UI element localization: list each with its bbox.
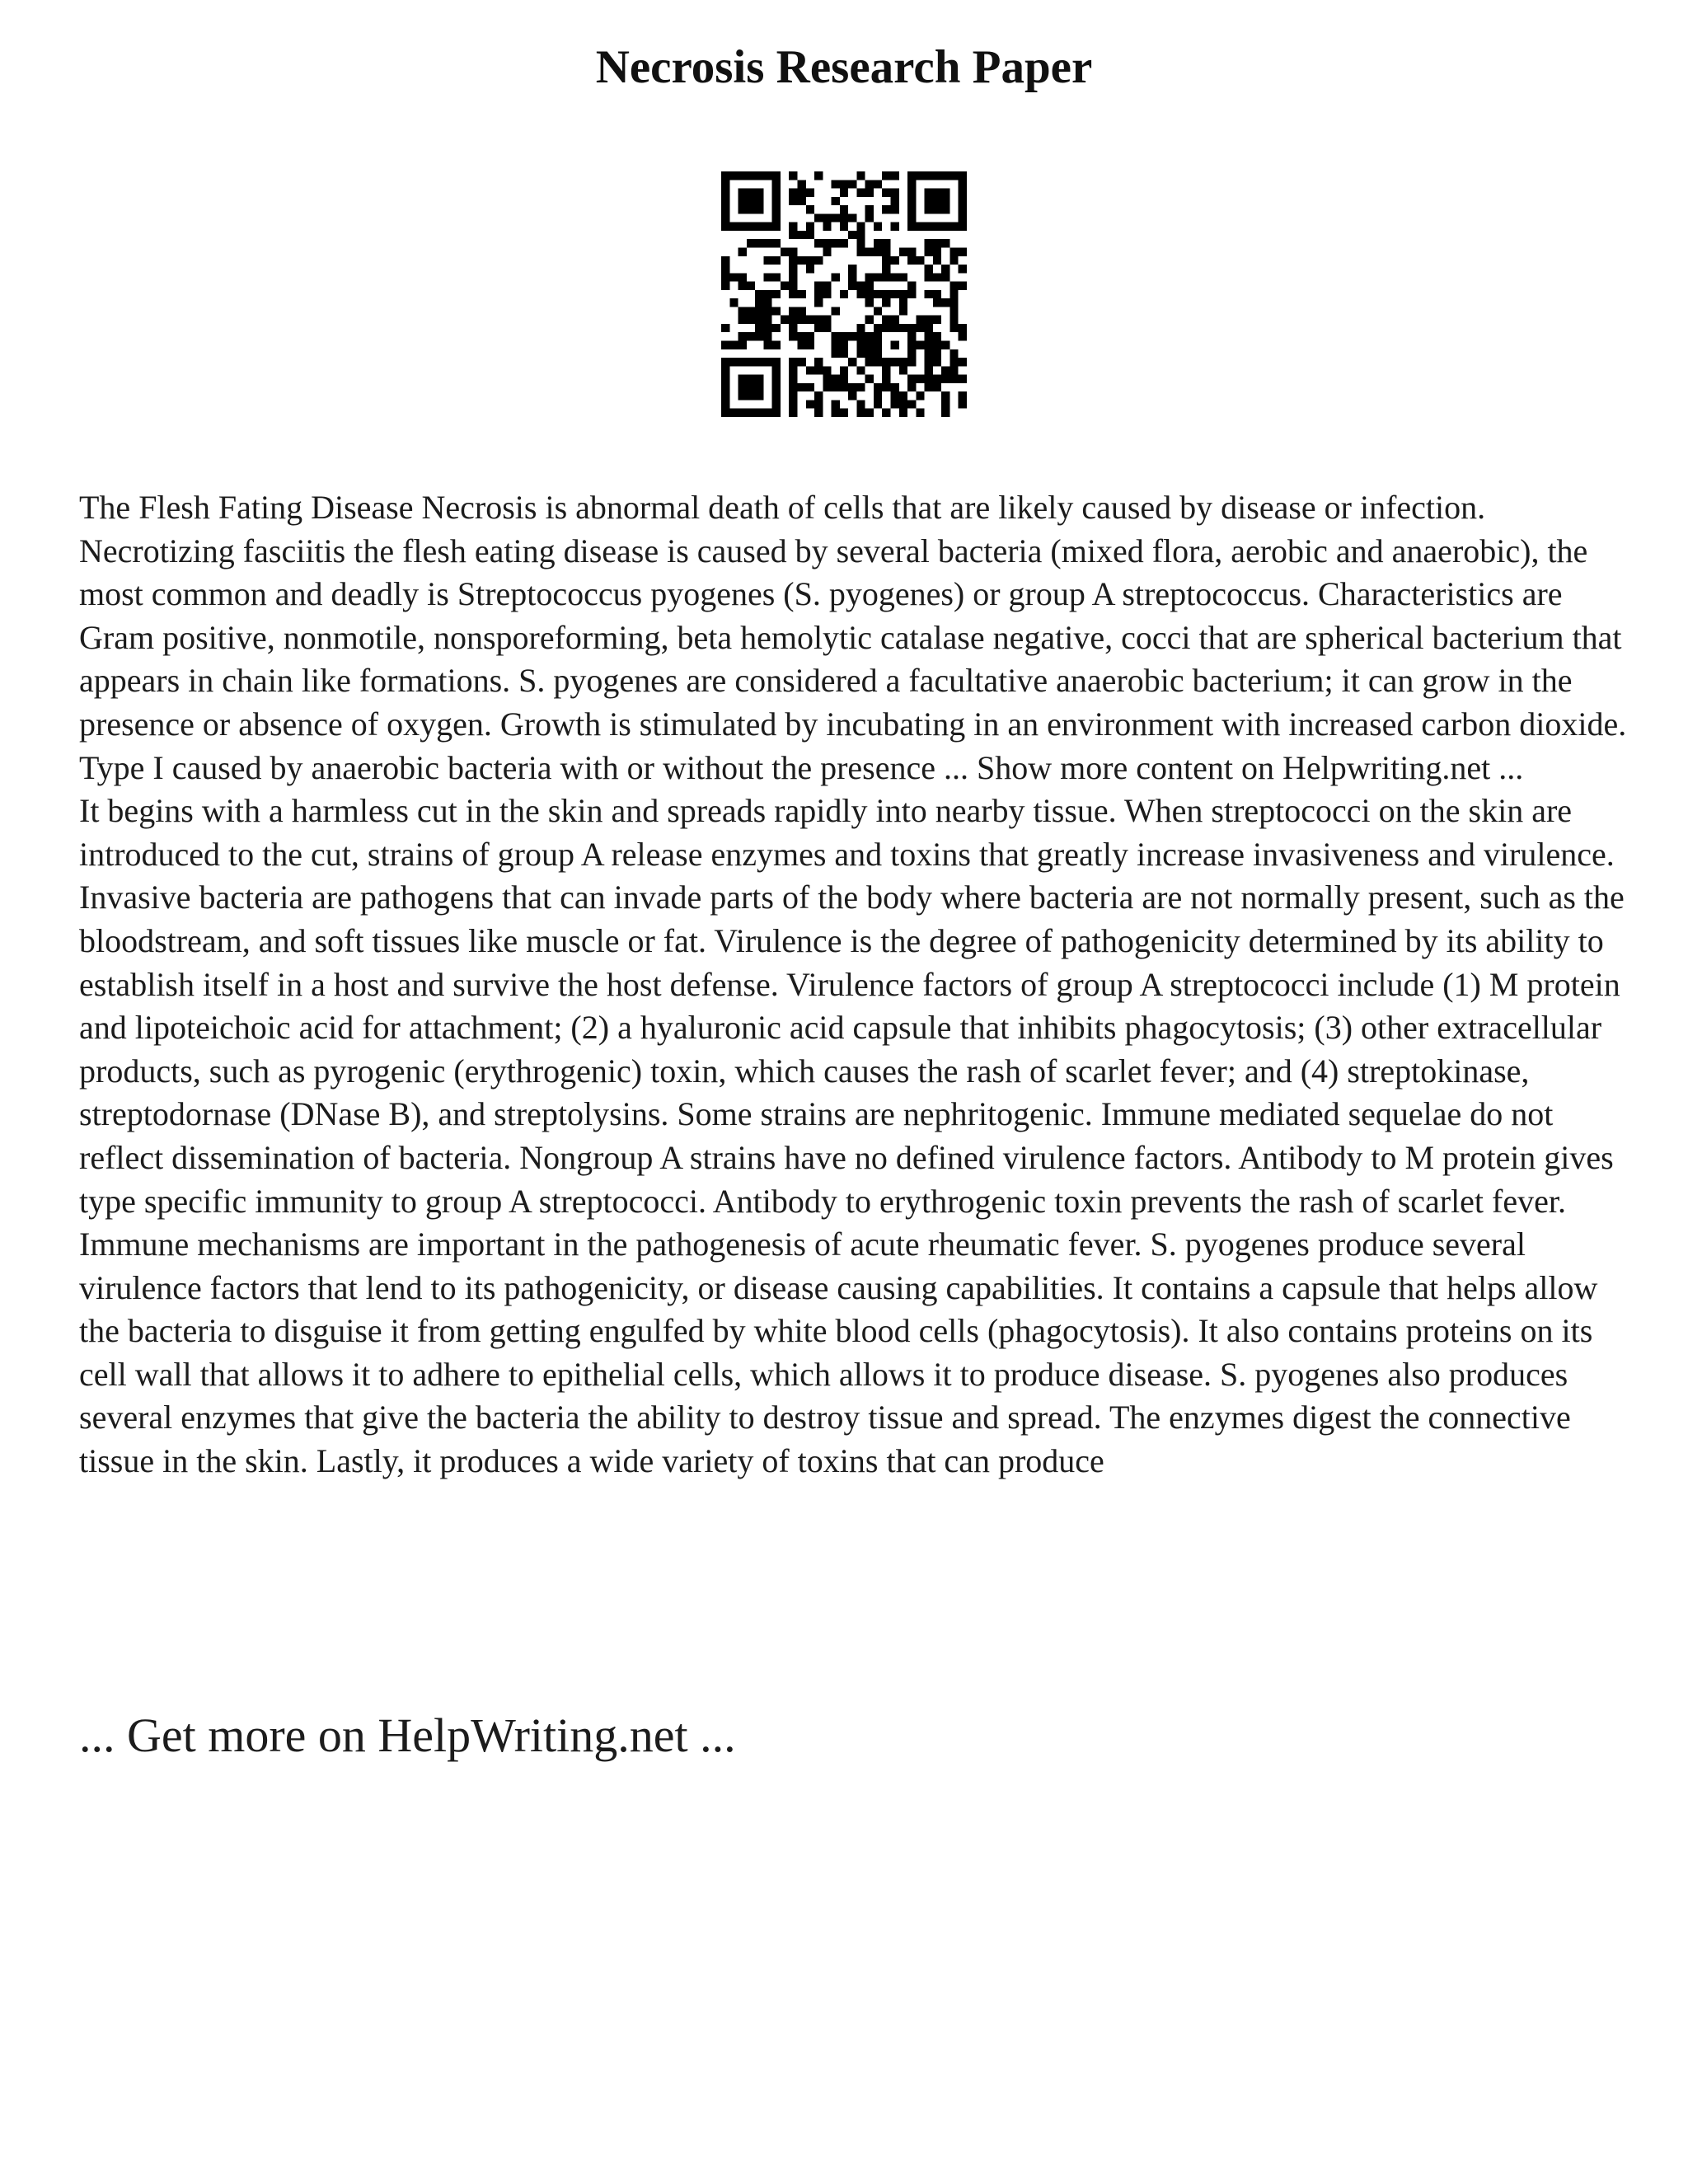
qr-code-icon[interactable] [721,171,967,417]
get-more-link[interactable]: ... Get more on HelpWriting.net ... [79,1708,736,1762]
paragraph-intro: The Flesh Fating Disease Necrosis is abnormal death of cells that are likely caused by disease or infection. Necrotizing fasciitis the flesh eating disease is caused by several bacteria (mixed flora, aerobic and anaerobic), the most common and deadly is Streptococcus pyogenes (S. pyogenes) or group A streptococcus. Characteristics are Gram positive, nonmotile, nonsporeforming, beta hemolytic catalase negative, cocci that are spherical bacterium that appears in chain like formations. S. pyogenes are considered a facultative anaerobic bacterium; it can grow in the presence or absence of oxygen. Growth is stimulated by incubating in an environment with increased carbon dioxide. Type I caused by anaerobic bacteria with or without the presence ... Show more content on Helpwriting.net ... [79,489,1627,786]
page-title: Necrosis Research Paper [595,41,1093,93]
article-body [79,486,1629,1483]
paragraph-main: It begins with a harmless cut in the skin and spreads rapidly into nearby tissue. When streptococci on the skin are introduced to the cut, strains of group A release enzymes and toxins that greatly increase invasiveness and virulence. Invasive bacteria are pathogens that can invade parts of the body where bacteria are not normally present, such as the bloodstream, and soft tissues like muscle or fat. Virulence is the degree of pathogenicity determined by its ability to establish itself in a host and survive the host defense. Virulence factors of group A streptococci include (1) M protein and lipoteichoic acid for attachment; (2) a hyaluronic acid capsule that inhibits phagocytosis; (3) other extracellular products, such as pyrogenic (erythrogenic) toxin, which causes the rash of scarlet fever; and (4) streptokinase, streptodornase (DNase B), and streptolysins. Some strains are nephritogenic. Immune mediated sequelae do not reflect dissemination of bacteria. Nongroup A strains have no defined virulence factors. Antibody to M protein gives type specific immunity to group A streptococci. Antibody to erythrogenic toxin prevents the rash of scarlet fever. Immune mechanisms are important in the pathogenesis of acute rheumatic fever. S. pyogenes produce several virulence factors that lend to its pathogenicity, or disease causing capabilities. It contains a capsule that helps allow the bacteria to disguise it from getting engulfed by white blood cells (phagocytosis). It also contains proteins on its cell wall that allows it to adhere to epithelial cells, which allows it to produce disease. S. pyogenes also produces several enzymes that give the bacteria the ability to destroy tissue and spread. The enzymes digest the connective tissue in the skin. Lastly, it produces a wide variety of toxins that can produce [79,792,1625,1480]
